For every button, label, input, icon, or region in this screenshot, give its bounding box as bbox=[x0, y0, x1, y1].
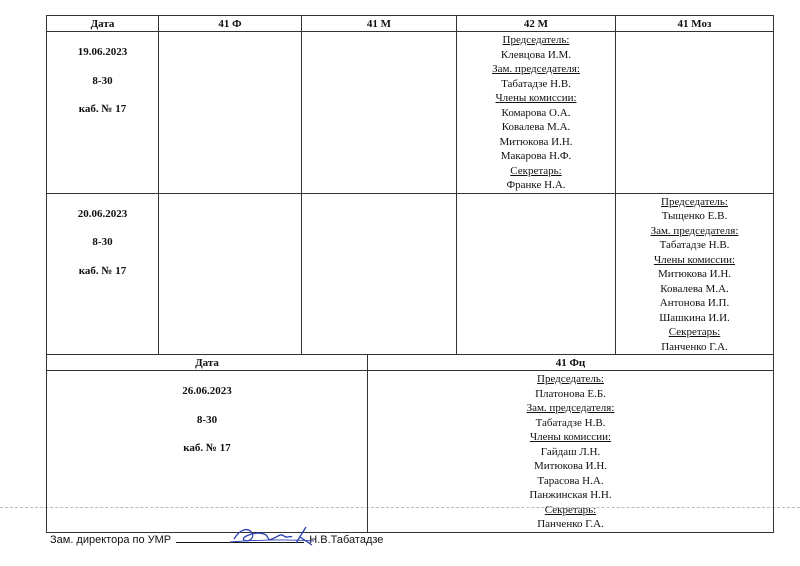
empty-cell bbox=[302, 193, 457, 355]
role-deputy: Зам. председателя: bbox=[492, 63, 580, 75]
member-name: Комарова О.А. bbox=[501, 106, 571, 119]
role-chair: Председатель: bbox=[502, 34, 570, 46]
empty-cell bbox=[457, 193, 616, 355]
date-cell bbox=[47, 193, 159, 355]
exam-room: каб. № 17 bbox=[183, 442, 231, 454]
schedule-table-2 bbox=[46, 354, 774, 533]
empty-cell bbox=[302, 32, 457, 194]
member-name: Шашкина И.И. bbox=[659, 311, 730, 324]
header-group-41m: 41 М bbox=[302, 16, 457, 32]
member-name: Табатадзе Н.В. bbox=[535, 416, 606, 429]
commission-cell bbox=[368, 371, 774, 533]
header-group-42m: 42 М bbox=[457, 16, 616, 32]
date-cell bbox=[47, 32, 159, 194]
exam-date: 26.06.2023 bbox=[182, 385, 232, 397]
member-name: Антонова И.П. bbox=[659, 297, 730, 309]
signer-position: Зам. директора по УМР bbox=[50, 534, 172, 546]
member-name: Франке Н.А. bbox=[506, 179, 566, 191]
table-row bbox=[47, 193, 774, 355]
schedule-table-1 bbox=[46, 15, 774, 355]
exam-time: 8-30 bbox=[92, 74, 113, 87]
table-header-row bbox=[47, 355, 774, 371]
role-deputy: Зам. председателя: bbox=[526, 402, 615, 414]
table-row bbox=[47, 32, 774, 194]
header-date: Дата bbox=[47, 16, 159, 32]
table-header-row bbox=[47, 16, 774, 32]
role-secretary: Секретарь: bbox=[510, 164, 562, 177]
role-members: Члены комиссии: bbox=[495, 92, 577, 104]
member-name: Клевцова И.М. bbox=[500, 48, 572, 61]
exam-room: каб. № 17 bbox=[78, 264, 127, 277]
date-cell bbox=[47, 371, 368, 533]
member-name: Ковалева М.А. bbox=[660, 282, 729, 295]
exam-time: 8-30 bbox=[92, 236, 113, 248]
member-name: Платонова Е.Б. bbox=[535, 387, 606, 400]
exam-date: 20.06.2023 bbox=[77, 207, 128, 220]
header-group-41moz: 41 Моз bbox=[616, 16, 774, 32]
role-members: Члены комиссии: bbox=[529, 431, 612, 443]
commission-cell bbox=[616, 193, 774, 355]
member-name: Тыщенко Е.В. bbox=[661, 210, 728, 222]
member-name: Табатадзе Н.В. bbox=[501, 77, 571, 90]
member-name: Тарасова Н.А. bbox=[537, 474, 604, 487]
signature-line bbox=[50, 531, 383, 546]
role-secretary: Секретарь: bbox=[544, 503, 597, 516]
role-chair: Председатель: bbox=[537, 373, 604, 385]
member-name: Табатадзе Н.В. bbox=[659, 239, 730, 251]
empty-cell bbox=[159, 193, 302, 355]
exam-time: 8-30 bbox=[196, 413, 218, 426]
member-name: Панжинская Н.Н. bbox=[529, 489, 612, 501]
member-name: Митюкова И.Н. bbox=[657, 268, 732, 280]
member-name: Митюкова И.Н. bbox=[499, 135, 573, 148]
empty-cell bbox=[616, 32, 774, 194]
member-name: Гайдаш Л.Н. bbox=[540, 445, 601, 458]
commission-cell bbox=[457, 32, 616, 194]
header-date: Дата bbox=[47, 355, 368, 371]
member-name: Ковалева М.А. bbox=[501, 121, 571, 133]
member-name: Панченко Г.А. bbox=[661, 340, 728, 353]
role-deputy: Зам. председателя: bbox=[650, 224, 739, 237]
header-group-41fc: 41 Фц bbox=[368, 355, 774, 371]
member-name: Митюкова И.Н. bbox=[533, 460, 608, 472]
role-members: Члены комиссии: bbox=[653, 253, 736, 266]
empty-cell bbox=[159, 32, 302, 194]
member-name: Макарова Н.Ф. bbox=[500, 150, 572, 162]
exam-date: 19.06.2023 bbox=[77, 46, 128, 58]
table-row bbox=[47, 371, 774, 533]
member-name: Панченко Г.А. bbox=[537, 518, 604, 530]
signer-name: Н.В.Табатадзе bbox=[309, 534, 384, 546]
handwritten-signature bbox=[226, 521, 316, 551]
role-secretary: Секретарь: bbox=[668, 326, 721, 338]
header-group-41f: 41 Ф bbox=[159, 16, 302, 32]
exam-room: каб. № 17 bbox=[78, 103, 127, 115]
role-chair: Председатель: bbox=[661, 195, 728, 208]
